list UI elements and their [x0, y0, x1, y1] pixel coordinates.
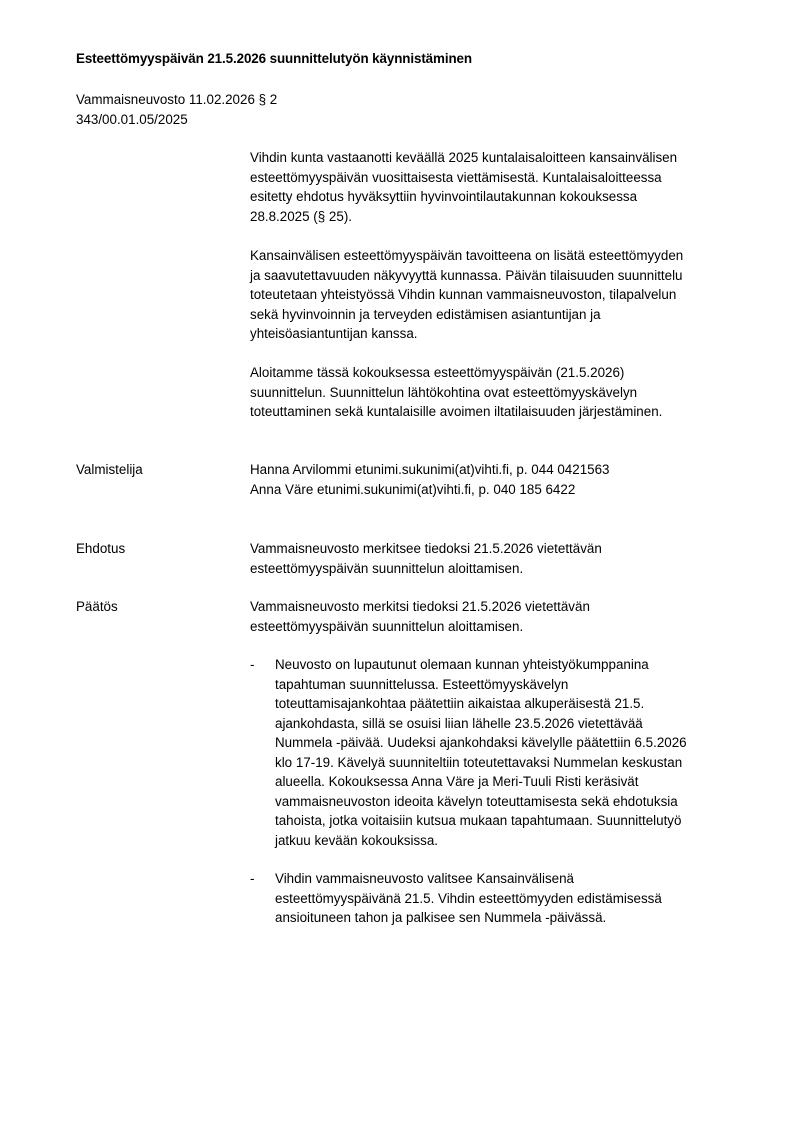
text-line: Aloitamme tässä kokouksessa esteettömyyspäivän (21.5.2026) — [250, 365, 625, 380]
text-line: Neuvosto on lupautunut olemaan kunnan yhteistyökumppanina — [275, 657, 649, 672]
text-line: toteuttaminen sekä kuntalaisille avoimen iltatilaisuuden järjestäminen. — [250, 404, 663, 419]
text-line: toteutetaan yhteistyössä Vihdin kunnan vammaisneuvoston, tilapalvelun — [250, 287, 677, 302]
document-title: Esteettömyyspäivän 21.5.2026 suunnittelutyön käynnistäminen — [76, 51, 472, 66]
text-line: sekä hyvinvoinnin ja terveyden edistämisen asiantuntijan ja — [250, 306, 601, 322]
text-line: ja saavutettavuuden näkyvyyttä kunnassa. Päivän tilaisuuden suunnittelu — [250, 267, 683, 283]
text-line: vammaisneuvoston ideoita kävelyn toteuttamisesta sekä ehdotuksia — [275, 793, 678, 809]
contact-line: Anna Väre etunimi.sukunimi(at)vihti.fi, p. 040 185 6422 — [250, 481, 576, 497]
preparer-contacts — [250, 460, 760, 499]
text-line: ajankohdasta, sillä se osuisi liian lähelle 23.5.2026 vietettävää — [275, 715, 643, 731]
decision-label: Päätös — [76, 599, 118, 614]
decision-text — [250, 597, 760, 636]
text-line: esteettömyyspäivän suunnittelun aloittamisen. — [250, 560, 524, 576]
intro-paragraph — [250, 148, 760, 226]
text-line: yhteisöasiantuntijan kanssa. — [250, 326, 418, 341]
intro-paragraph — [250, 363, 760, 422]
proposal-text — [250, 539, 760, 578]
proposal-label: Ehdotus — [76, 541, 126, 556]
text-line: 28.8.2025 (§ 25). — [250, 208, 352, 224]
meeting-line: Vammaisneuvosto 11.02.2026 § 2 — [76, 92, 278, 107]
text-line: esitetty ehdotus hyväksyttiin hyvinvointilautakunnan kokouksessa — [250, 189, 638, 204]
text-line: ansioituneen tahon ja palkisee sen Nummela -päivässä. — [275, 910, 607, 925]
preparer-label: Valmistelija — [76, 462, 143, 477]
text-line: Vihdin kunta vastaanotti keväällä 2025 kuntalaisaloitteen kansainvälisen — [250, 150, 678, 165]
text-line: klo 17-19. Kävelyä suunniteltiin toteutettavaksi Nummelan keskustan — [275, 754, 683, 770]
text-line: esteettömyyspäivänä 21.5. Vihdin esteettömyyden edistämisessä — [275, 890, 662, 906]
contact-line: Hanna Arvilommi etunimi.sukunimi(at)vihti.fi, p. 044 0421563 — [250, 462, 610, 477]
text-line: esteettömyyspäivän vuosittaisesta viettämisestä. Kuntalaisaloitteessa — [250, 169, 662, 185]
text-line: alueella. Kokouksessa Anna Väre ja Meri-Tuuli Risti keräsivät — [275, 774, 639, 789]
bullet-dash-icon: - — [250, 871, 255, 886]
text-line: toteuttamisajankohtaa päätettiin aikaistaa alkuperäisestä 21.5. — [275, 696, 645, 711]
text-line: Kansainvälisen esteettömyyspäivän tavoitteena on lisätä esteettömyyden — [250, 248, 684, 263]
bullet-text — [275, 655, 687, 850]
bullet-text — [275, 869, 662, 928]
text-line: tahoista, jotka voitaisiin kutsua mukaan tapahtumaan. Suunnittelutyö — [275, 813, 682, 828]
intro-paragraph — [250, 246, 760, 344]
text-line: jatkuu kevään kokouksissa. — [275, 832, 439, 848]
meeting-info — [76, 90, 277, 129]
text-line: Nummela -päivää. Uudeksi ajankohdaksi kävelylle päätettiin 6.5.2026 — [275, 735, 687, 750]
text-line: suunnittelun. Suunnittelun lähtökohtina ovat esteettömyyskävelyn — [250, 384, 638, 400]
bullet-dash-icon: - — [250, 657, 255, 672]
text-line: Vammaisneuvosto merkitsee tiedoksi 21.5.2026 vietettävän — [250, 541, 602, 556]
text-line: Vihdin vammaisneuvosto valitsee Kansainvälisenä — [275, 871, 574, 886]
text-line: esteettömyyspäivän suunnittelun aloittamisen. — [250, 618, 524, 634]
record-number: 343/00.01.05/2025 — [76, 111, 188, 127]
text-line: Vammaisneuvosto merkitsi tiedoksi 21.5.2026 vietettävän — [250, 599, 590, 614]
text-line: tapahtuman suunnittelussa. Esteettömyyskävelyn — [275, 676, 569, 692]
